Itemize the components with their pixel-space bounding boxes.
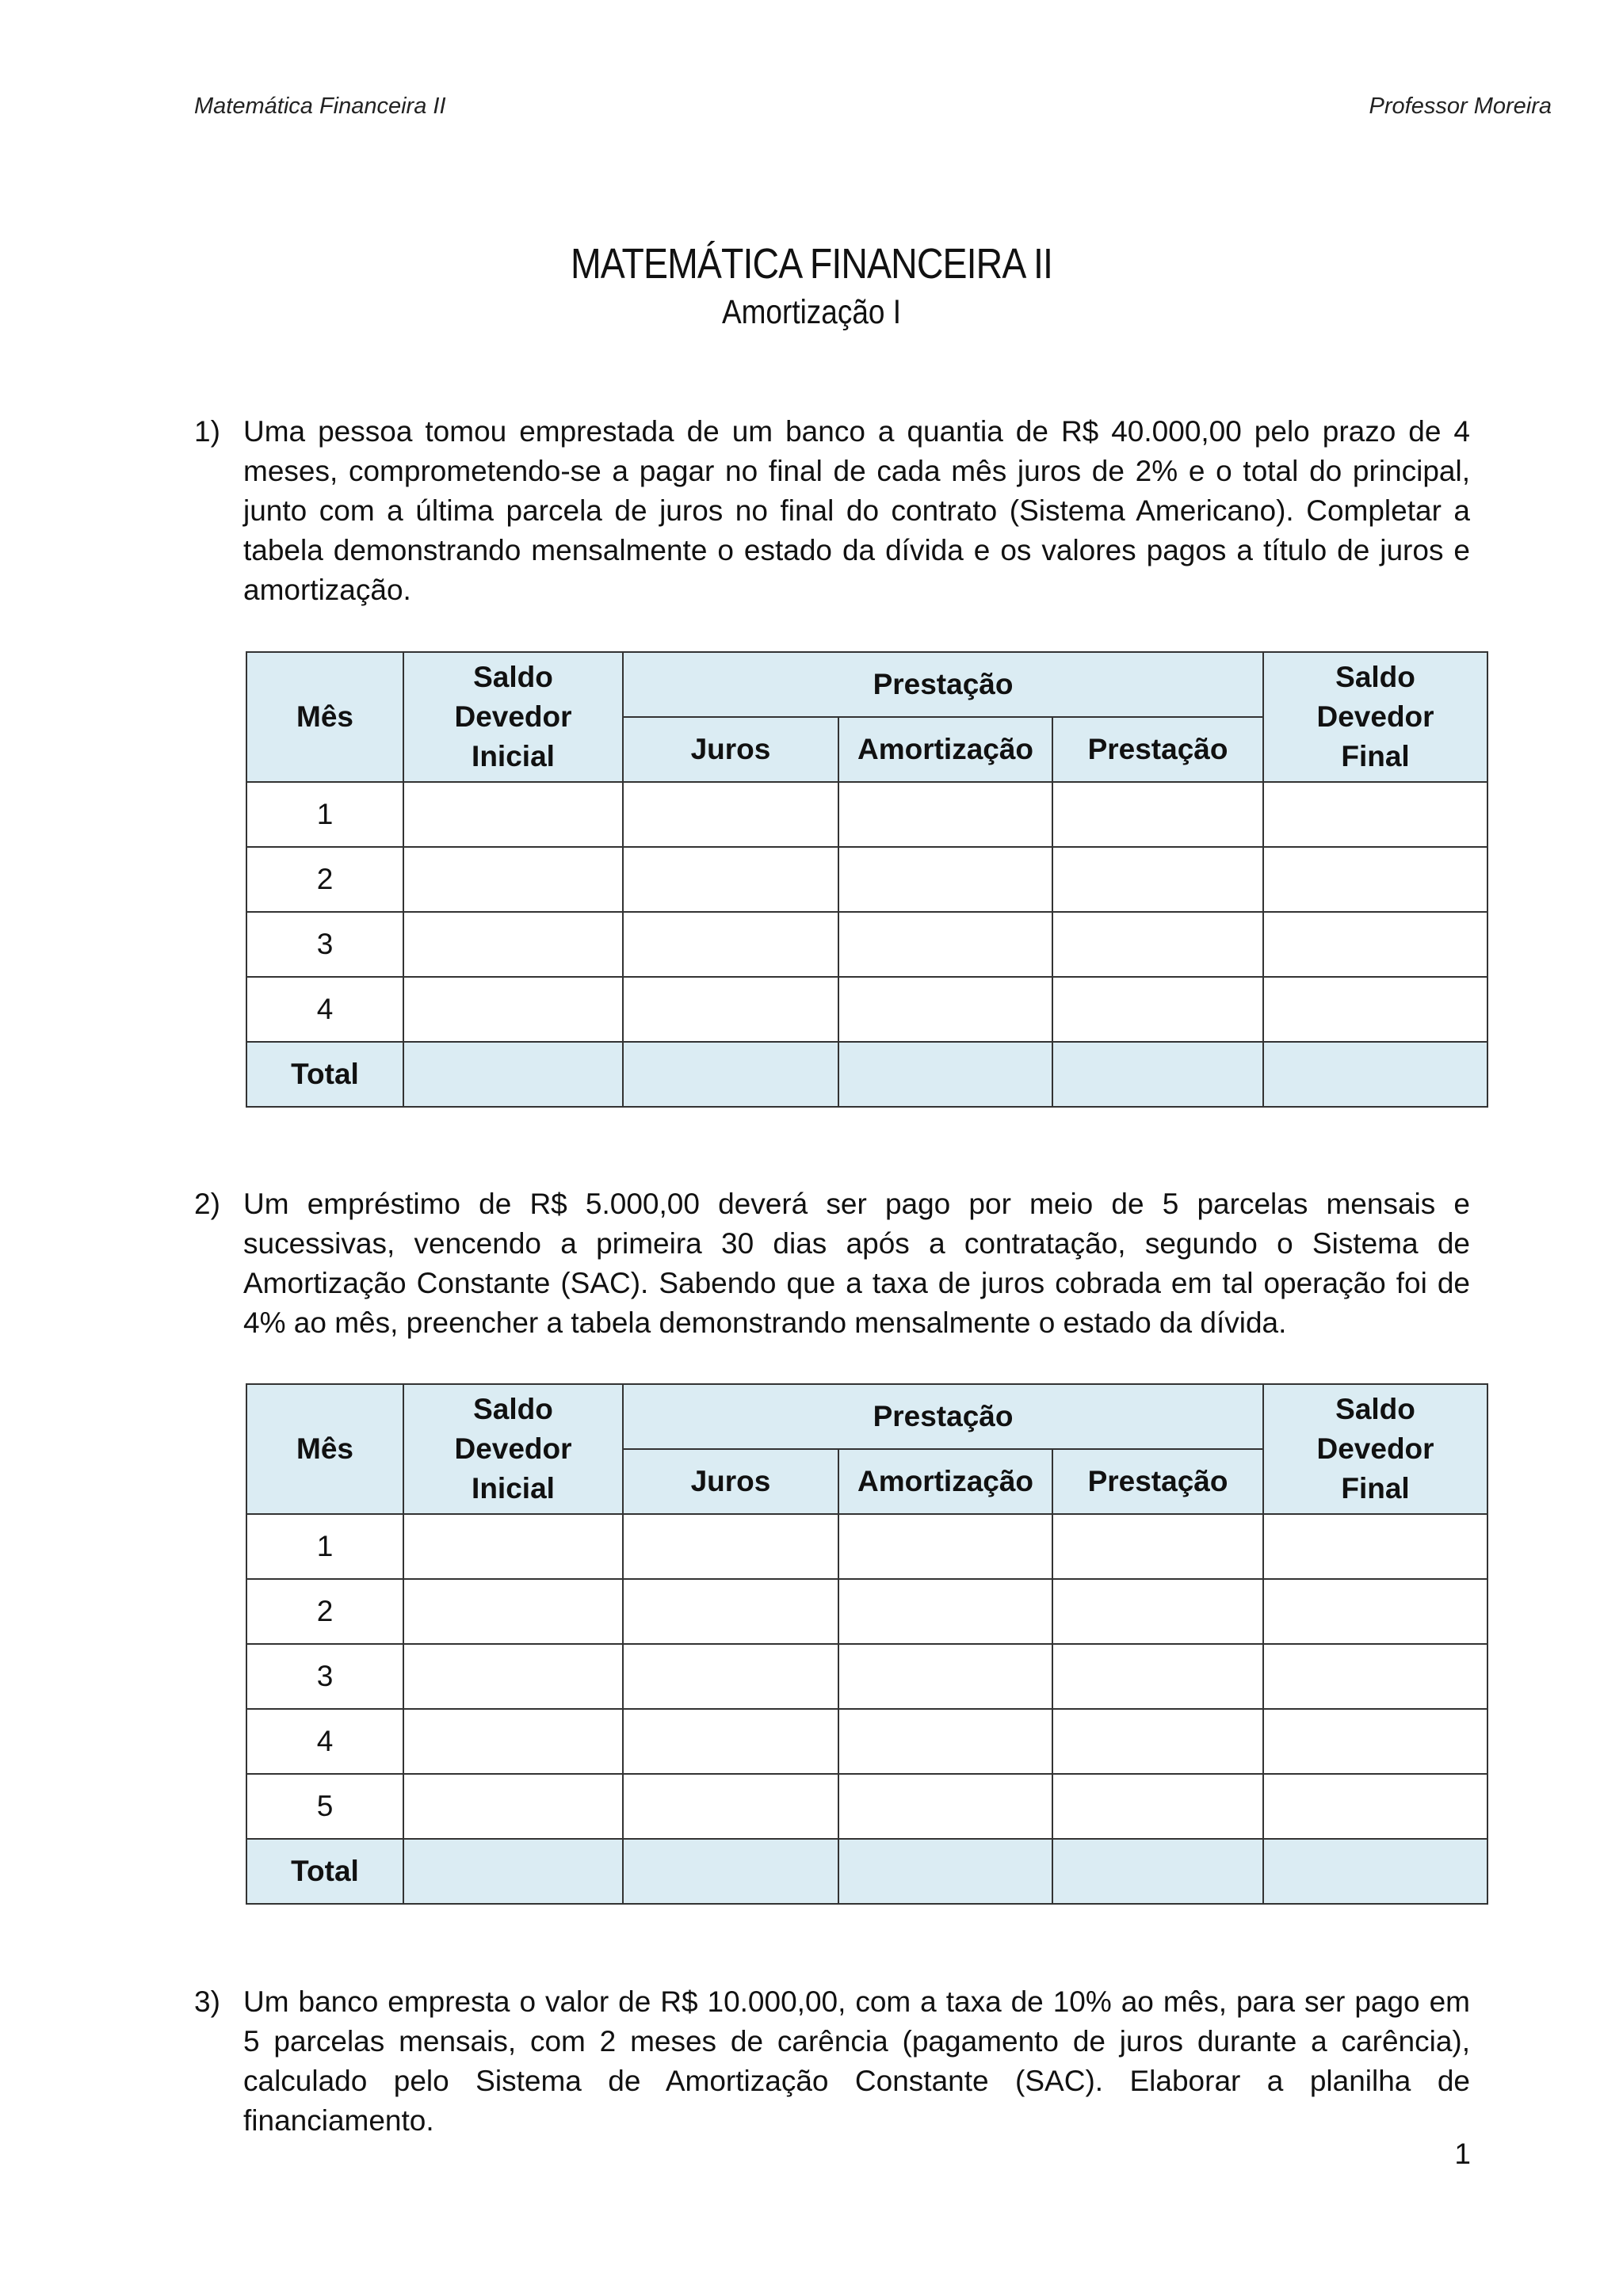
col-prestacao-group: Prestação — [623, 652, 1263, 717]
question-3 — [194, 1982, 1470, 2141]
table-row: 1 — [246, 782, 1487, 847]
question-text: Um banco empresta o valor de R$ 10.000,00, com a taxa de 10% ao mês, para ser pago em 5 parcelas mensais, com 2 meses de carência (pagamento de juros durante a carência), calculado pelo Sistema de Amortização Constante (SAC). Elaborar a planilha de financiamento. — [243, 1985, 1470, 2137]
col-saldo-inicial: Saldo Devedor Inicial — [403, 1384, 623, 1514]
table-row: 4 — [246, 1709, 1487, 1774]
question-text: Uma pessoa tomou emprestada de um banco a quantia de R$ 40.000,00 pelo prazo de 4 meses, comprometendo-se a pagar no final de cada mês juros de 2% e o total do principal, junto com a última parcela de juros no final do contrato (Sistema Americano). Completar a tabela demonstrando mensalmente o estado da dívida e os valores pagos a título de juros e amortização. — [243, 415, 1470, 606]
question-1 — [194, 412, 1470, 610]
title-block — [0, 238, 1623, 334]
total-row: Total — [246, 1839, 1487, 1904]
question-number: 3) — [194, 1985, 220, 2018]
header-left: Matemática Financeira II — [194, 93, 446, 119]
table-row: 2 — [246, 1579, 1487, 1644]
col-saldo-inicial: Saldo Devedor Inicial — [403, 652, 623, 782]
col-mes: Mês — [246, 1384, 403, 1514]
col-prestacao: Prestação — [1052, 717, 1263, 782]
question-text: Um empréstimo de R$ 5.000,00 deverá ser pago por meio de 5 parcelas mensais e sucessivas, vencendo a primeira 30 dias após a contratação, segundo o Sistema de Amortização Constante (SAC). Sabendo que a taxa de juros cobrada em tal operação foi de 4% ao mês, preencher a tabela demonstrando mensalmente o estado da dívida. — [243, 1188, 1470, 1339]
question-2 — [194, 1184, 1470, 1343]
table-row: 3 — [246, 912, 1487, 977]
col-juros: Juros — [623, 717, 838, 782]
page-subtitle: Amortização I — [721, 293, 902, 331]
col-prestacao: Prestação — [1052, 1449, 1263, 1514]
table-row: 4 — [246, 977, 1487, 1042]
total-row: Total — [246, 1042, 1487, 1107]
page-title: MATEMÁTICA FINANCEIRA II — [570, 240, 1053, 288]
page-number: 1 — [1454, 2138, 1471, 2170]
amortization-table-1 — [246, 651, 1488, 1108]
col-prestacao-group: Prestação — [623, 1384, 1263, 1449]
col-saldo-final: Saldo Devedor Final — [1263, 1384, 1487, 1514]
question-number: 2) — [194, 1188, 220, 1220]
col-mes: Mês — [246, 652, 403, 782]
col-amortizacao: Amortização — [838, 1449, 1052, 1514]
question-number: 1) — [194, 415, 220, 448]
col-juros: Juros — [623, 1449, 838, 1514]
col-amortizacao: Amortização — [838, 717, 1052, 782]
table-row: 2 — [246, 847, 1487, 912]
header-right: Professor Moreira — [1369, 93, 1552, 119]
table-row: 1 — [246, 1514, 1487, 1579]
table-row: 3 — [246, 1644, 1487, 1709]
col-saldo-final: Saldo Devedor Final — [1263, 652, 1487, 782]
table-row: 5 — [246, 1774, 1487, 1839]
amortization-table-2 — [246, 1383, 1488, 1905]
